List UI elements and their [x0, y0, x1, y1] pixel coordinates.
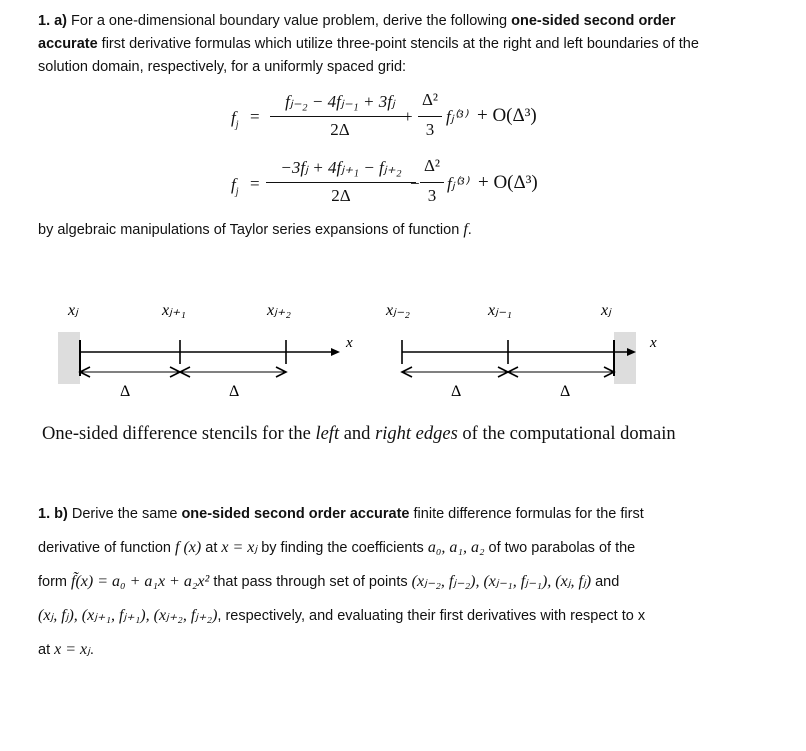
eq1-fraction-bar [270, 116, 410, 117]
eq2-numerator: −3fⱼ + 4fⱼ₊₁ − fⱼ₊₂ [280, 158, 402, 177]
eq2-equals: = [250, 174, 260, 193]
right-stencil [402, 332, 636, 384]
problem-b-text [38, 497, 738, 667]
figure-caption: One-sided difference stencils for the left and right edges of the computational domain [42, 424, 676, 444]
eq2-denominator: 2Δ [331, 186, 351, 205]
problem-b-line-2: derivative of function f (x) at x = xⱼ by finding the coefficients a₀, a₁, a₂ of two parabolas of the [38, 539, 636, 556]
left-stencil [58, 332, 340, 384]
problem-a-footer: by algebraic manipulations of Taylor series expansions of function f. [38, 221, 472, 238]
right-label-1: xⱼ₋₁ [488, 302, 512, 319]
eq2-term: fⱼ⁽³⁾ [447, 174, 469, 193]
eq2-coef-den: 3 [427, 186, 437, 205]
footer-var: f [463, 221, 468, 238]
left-wall [58, 332, 80, 384]
left-label-0: xⱼ [68, 302, 78, 319]
eq1-coef-num: Δ² [421, 90, 439, 109]
problem-a-number: 1. a) [38, 13, 68, 29]
problem-b-line-5: at x = xⱼ. [38, 641, 94, 658]
problem-a-text-1: For a one-dimensional boundary value problem, derive the following [67, 13, 512, 29]
eq1-term: fⱼ⁽³⁾ [446, 107, 468, 126]
right-axis-label: x [650, 335, 657, 351]
left-label-2: xⱼ₊₂ [267, 302, 291, 319]
right-label-0: xⱼ₋₂ [386, 302, 410, 319]
left-delta-2: Δ [229, 383, 240, 400]
left-delta-1: Δ [120, 383, 131, 400]
problem-b-line-3: form f̃(x) = a₀ + a₁x + a₂x² that pass through set of points (xⱼ₋₂, fⱼ₋₂), (xⱼ₋₁, fⱼ₋₁), (xⱼ, fⱼ) and [38, 573, 620, 590]
eq2-coef-bar [420, 182, 444, 183]
eq2-coef-num: Δ² [423, 156, 441, 175]
left-label-1: xⱼ₊₁ [162, 302, 186, 319]
eq2-order: + O(Δ³) [478, 172, 538, 193]
problem-b-line-4: (xⱼ, fⱼ), (xⱼ₊₁, fⱼ₊₁), (xⱼ₊₂, fⱼ₊₂), respectively, and evaluating their first derivatives with respect to x [38, 607, 646, 624]
eq1-coef-den: 3 [425, 120, 435, 139]
eq1-denominator: 2Δ [330, 120, 350, 139]
eq1-sign: + [403, 107, 413, 126]
eq1-lhs: $f_j$ [231, 108, 239, 131]
right-label-2: xⱼ [601, 302, 611, 319]
left-axis-label: x [346, 335, 353, 351]
eq1-equals: = [250, 107, 260, 126]
stencil-figure [0, 296, 806, 416]
eq2-sign: − [410, 174, 420, 193]
eq1-order: + O(Δ³) [477, 105, 537, 126]
problem-a-text [38, 10, 738, 79]
eq2-lhs: $f_j$ [231, 175, 239, 198]
problem-b-line-1: 1. b) Derive the same one-sided second order accurate finite difference formulas for the first [38, 506, 644, 522]
problem-a-bold: one-sided second order accurate [38, 13, 676, 52]
eq2-fraction-bar [266, 182, 416, 183]
right-delta-2: Δ [560, 383, 571, 400]
right-delta-1: Δ [451, 383, 462, 400]
right-wall [614, 332, 636, 384]
problem-a-text-2: first derivative formulas which utilize three-point stencils at the right and left boundaries of the solution domain, respectively, for a uniformly spaced grid: [38, 36, 699, 75]
eq1-numerator: fⱼ₋₂ − 4fⱼ₋₁ + 3fⱼ [285, 92, 395, 111]
eq1-coef-bar [418, 116, 442, 117]
